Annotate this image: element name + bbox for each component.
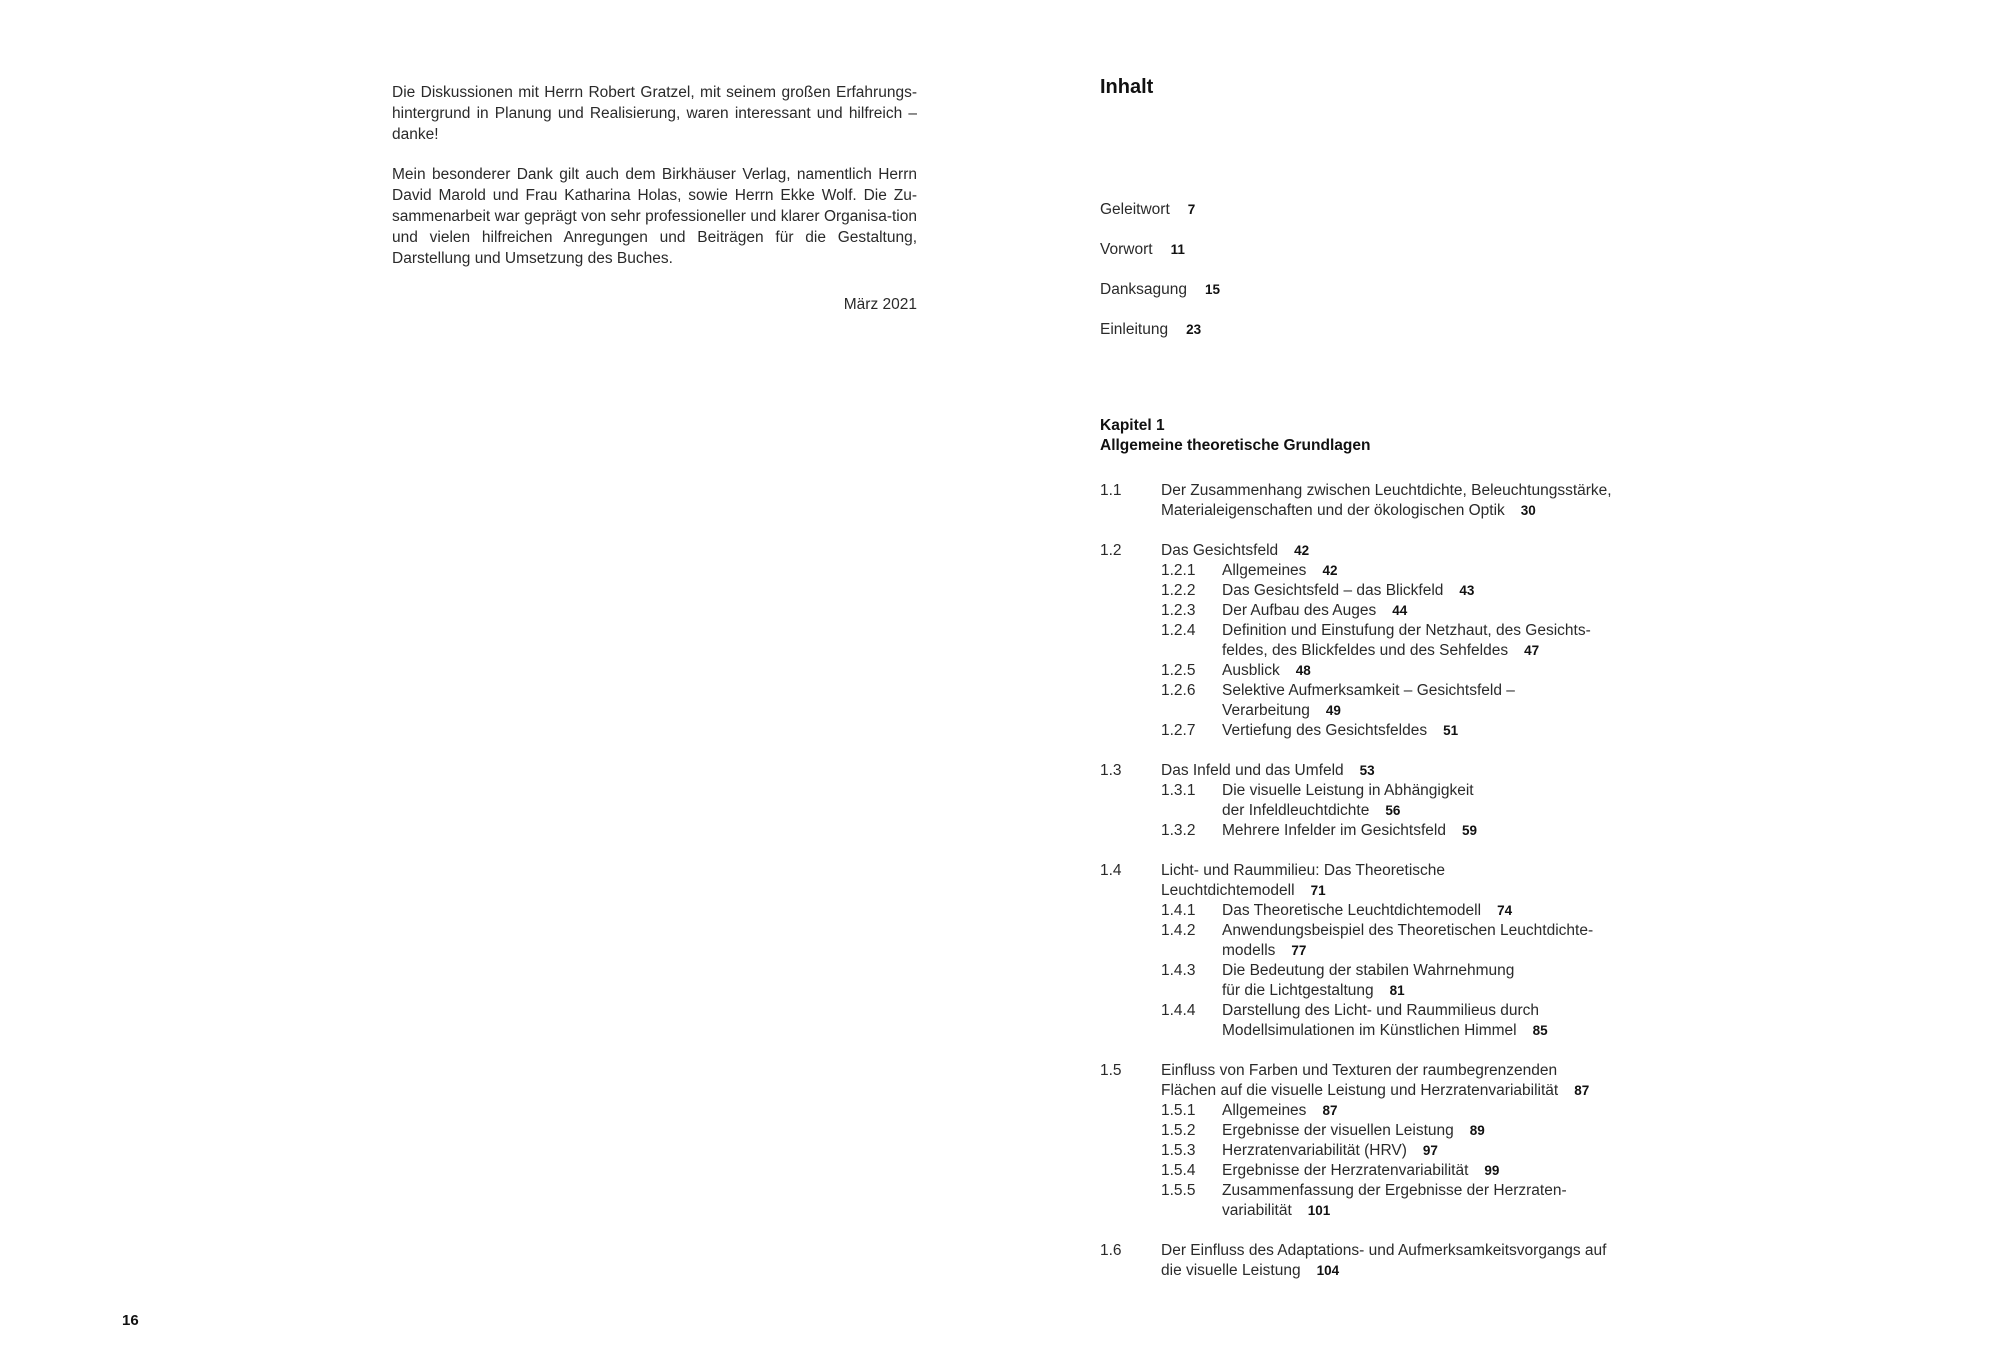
toc-entry-number: 1.2.7 (1161, 722, 1196, 739)
toc-entry-page: 101 (1307, 1203, 1331, 1218)
paragraph-text: Mein besonderer Dank gilt auch dem Birkhäuser Verlag, namentlich Herrn David Marold und Frau Katharina Holas, sowie Herrn Ekke Wolf. Die Zu-sammenarbeit war geprägt von sehr professioneller und klarer Organisa-tion und vielen hilfreichen Anregungen und Beiträgen für die Gestaltung, Darstellung und Umsetzung des Buches. (392, 166, 917, 267)
toc-entry-number: 1.3.1 (1161, 782, 1196, 799)
toc-entry-number: 1.2.3 (1161, 602, 1196, 619)
toc-entry-title: Allgemeines 87 (1222, 1102, 1338, 1119)
right-page-table-of-contents (1000, 0, 2000, 1364)
page-number: 16 (122, 1312, 139, 1329)
toc-entry-number: 1.2.4 (1161, 622, 1196, 639)
toc-entry-title: Allgemeines 42 (1222, 562, 1338, 579)
toc-entry-page: 7 (1187, 202, 1196, 217)
toc-entry-title: Das Theoretische Leuchtdichtemodell 74 (1222, 902, 1513, 919)
toc-entry-title: Die Bedeutung der stabilen Wahrnehmung für die Lichtgestaltung 81 (1222, 962, 1515, 999)
toc-entry-number: 1.6 (1100, 1242, 1122, 1259)
toc-entry-label: Einleitung (1100, 321, 1169, 338)
toc-entry-title: Ergebnisse der Herzratenvariabilität 99 (1222, 1162, 1500, 1179)
toc-entry-page: 48 (1295, 663, 1311, 678)
toc-entry-number: 1.4.2 (1161, 922, 1196, 939)
toc-front-entry[interactable] (1100, 321, 1201, 339)
toc-entry-page: 42 (1294, 543, 1310, 558)
toc-entry[interactable] (1100, 481, 1660, 521)
toc-entry-page: 97 (1422, 1143, 1438, 1158)
toc-entry-title: Das Infeld und das Umfeld 53 (1161, 762, 1375, 779)
toc-entry-number: 1.5.3 (1161, 1142, 1196, 1159)
toc-entry-title: Einfluss von Farben und Texturen der raumbegrenzenden Flächen auf die visuelle Leistung und Herzratenvariabilität 87 (1161, 1062, 1590, 1099)
toc-front-entry[interactable] (1100, 281, 1220, 299)
toc-entry-number: 1.5.5 (1161, 1182, 1196, 1199)
toc-entry-number: 1.5 (1100, 1062, 1122, 1079)
toc-entry-number: 1.4.4 (1161, 1002, 1196, 1019)
toc-entry-page: 104 (1316, 1263, 1340, 1278)
toc-entry-page: 47 (1524, 643, 1540, 658)
toc-entry-title: Der Aufbau des Auges 44 (1222, 602, 1408, 619)
toc-entry-number: 1.4 (1100, 862, 1122, 879)
chapter-label: Kapitel 1 (1100, 417, 1165, 434)
toc-entry-page: 51 (1443, 723, 1459, 738)
toc-entry-number: 1.2.2 (1161, 582, 1196, 599)
toc-front-entry[interactable] (1100, 241, 1185, 259)
toc-entry-page: 42 (1322, 563, 1338, 578)
toc-entry-number: 1.5.2 (1161, 1122, 1196, 1139)
toc-entry-title: Ausblick 48 (1222, 662, 1311, 679)
toc-entry-title: Mehrere Infelder im Gesichtsfeld 59 (1222, 822, 1478, 839)
toc-entry-title: Vertiefung des Gesichtsfeldes 51 (1222, 722, 1459, 739)
toc-entry-label: Vorwort (1100, 241, 1153, 258)
toc-entry-number: 1.2 (1100, 542, 1122, 559)
toc-entry-page: 74 (1497, 903, 1513, 918)
toc-entry-page: 85 (1532, 1023, 1548, 1038)
toc-entry-page: 23 (1186, 322, 1202, 337)
toc-entry-page: 87 (1574, 1083, 1590, 1098)
toc-entry-title: Selektive Aufmerksamkeit – Gesichtsfeld – Verarbeitung 49 (1222, 682, 1515, 719)
toc-entry-page: 49 (1325, 703, 1341, 718)
toc-title: Inhalt (1100, 76, 1154, 98)
toc-entry-title: Der Einfluss des Adaptations- und Aufmerksamkeitsvorgangs auf die visuelle Leistung 104 (1161, 1242, 1607, 1279)
toc-entry-page: 87 (1322, 1103, 1338, 1118)
toc-entry-page: 53 (1359, 763, 1375, 778)
toc-entry-number: 1.2.6 (1161, 682, 1196, 699)
toc-entry-page: 43 (1459, 583, 1475, 598)
toc-entry-number: 1.4.1 (1161, 902, 1196, 919)
toc-entry-number: 1.4.3 (1161, 962, 1196, 979)
acknowledgement-paragraph-2 (392, 164, 917, 269)
toc-entry-label: Danksagung (1100, 281, 1188, 298)
toc-entry-number: 1.3.2 (1161, 822, 1196, 839)
toc-entry-number: 1.1 (1100, 482, 1122, 499)
toc-entry-title: Definition und Einstufung der Netzhaut, des Gesichts- feldes, des Blickfeldes und des Sehfeldes 47 (1222, 622, 1591, 659)
toc-entry-page: 30 (1520, 503, 1536, 518)
toc-entry-number: 1.5.1 (1161, 1102, 1196, 1119)
toc-front-entry[interactable] (1100, 201, 1195, 219)
toc-entry-number: 1.5.4 (1161, 1162, 1196, 1179)
toc-entry-page: 56 (1385, 803, 1401, 818)
toc-entry-title: Der Zusammenhang zwischen Leuchtdichte, Beleuchtungsstärke, Materialeigenschaften und der ökologischen Optik 30 (1161, 482, 1612, 519)
chapter-title: Allgemeine theoretische Grundlagen (1100, 437, 1371, 454)
date-line: März 2021 (843, 296, 917, 313)
toc-entry-label: Geleitwort (1100, 201, 1170, 218)
paragraph-text: Die Diskussionen mit Herrn Robert Gratzel, mit seinem großen Erfahrungs-hintergrund in Planung und Realisierung, waren interessant und hilfreich – danke! (392, 84, 917, 143)
toc-entry-title: Das Gesichtsfeld – das Blickfeld 43 (1222, 582, 1475, 599)
toc-entry-page: 11 (1170, 242, 1185, 257)
toc-entry-page: 59 (1461, 823, 1478, 838)
toc-entry-title: Das Gesichtsfeld 42 (1161, 542, 1310, 559)
toc-entry-title: Darstellung des Licht- und Raummilieus durch Modellsimulationen im Künstlichen Himmel 85 (1222, 1002, 1548, 1039)
toc-entry-title: Ergebnisse der visuellen Leistung 89 (1222, 1122, 1485, 1139)
toc-entry-title: Zusammenfassung der Ergebnisse der Herzraten- variabilität 101 (1222, 1182, 1567, 1219)
toc-entry-page: 89 (1469, 1123, 1485, 1138)
toc-entry-page: 81 (1389, 983, 1405, 998)
toc-entry-page: 15 (1205, 282, 1221, 297)
toc-entry-title: Herzratenvariabilität (HRV) 97 (1222, 1142, 1438, 1159)
toc-entry-page: 77 (1291, 943, 1307, 958)
toc-entry-number: 1.2.1 (1161, 562, 1196, 579)
toc-entry-title: Licht- und Raummilieu: Das Theoretische Leuchtdichtemodell 71 (1161, 862, 1446, 899)
toc-entry-number: 1.3 (1100, 762, 1122, 779)
toc-entry-page: 44 (1392, 603, 1408, 618)
toc-entry-title: Die visuelle Leistung in Abhängigkeit der Infeldleuchtdichte 56 (1222, 782, 1474, 819)
chapter-heading (1100, 416, 1370, 456)
acknowledgement-paragraph-1 (392, 82, 917, 145)
toc-entry-page: 71 (1310, 883, 1326, 898)
toc-entry-title: Anwendungsbeispiel des Theoretischen Leuchtdichte- modells 77 (1222, 922, 1594, 959)
toc-entry-page: 99 (1484, 1163, 1500, 1178)
toc-entry-number: 1.2.5 (1161, 662, 1196, 679)
